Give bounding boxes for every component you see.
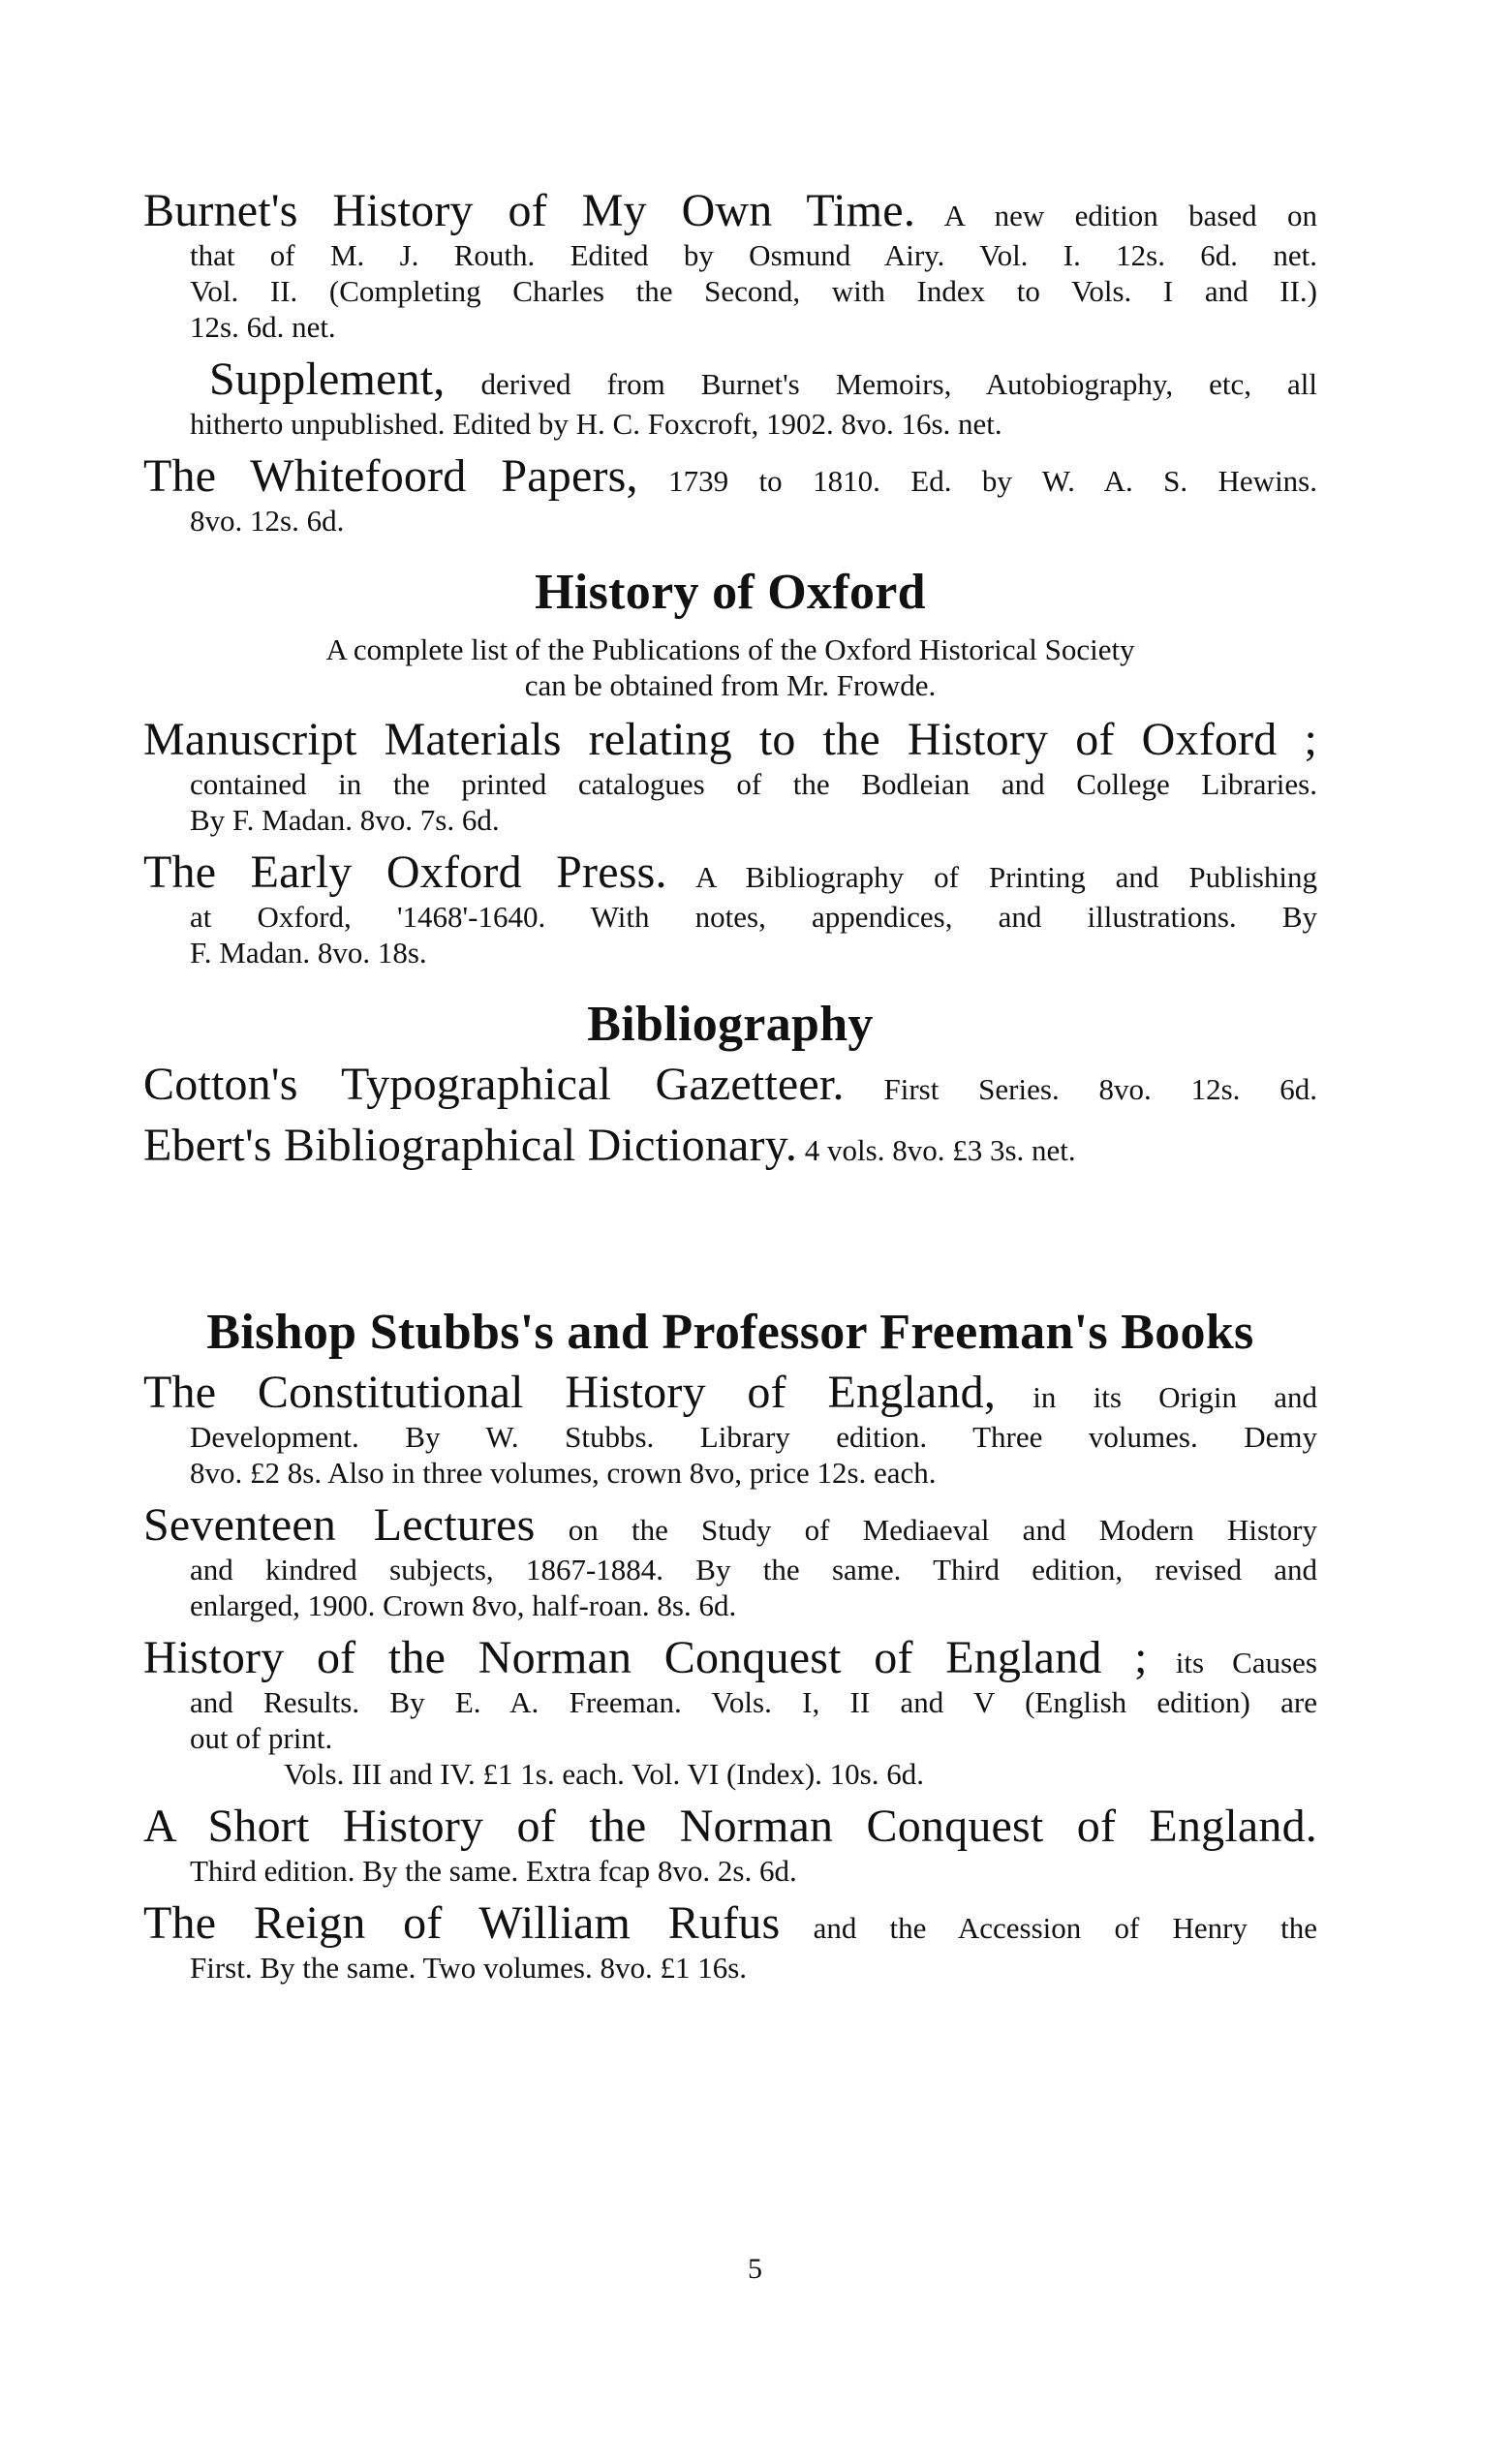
- entry-title: Supplement,: [209, 354, 446, 405]
- entry-title-line: [143, 1897, 1317, 1950]
- entry-line: and kindred subjects, 1867-1884. By the same. Third edition, revised and: [190, 1553, 1317, 1586]
- entry-title: Manuscript Materials relating to the History of Oxford ;: [143, 714, 1317, 765]
- entry-supplement: [143, 354, 1317, 442]
- entry-cotton-gazetteer: [143, 1059, 1318, 1111]
- entry-title-line: [143, 1367, 1318, 1419]
- entry-title: Cotton's Typographical Gazetteer.: [143, 1059, 845, 1110]
- entry-title-line: [143, 1632, 1317, 1684]
- entry-title-rest: A Bibliography of Printing and Publishing: [694, 860, 1318, 894]
- entry-line: 12s. 6d. net.: [190, 310, 336, 344]
- entry-line: that of M. J. Routh. Edited by Osmund Airy. Vol. I. 12s. 6d. net.: [190, 238, 1317, 272]
- entry-title-rest: in its Origin and: [1032, 1380, 1318, 1414]
- entry-line: hitherto unpublished. Edited by H. C. Foxcroft, 1902. 8vo. 16s. net.: [190, 407, 1002, 441]
- section-note-line: can be obtained from Mr. Frowde.: [524, 668, 937, 702]
- entry-title-rest: A new edition based on: [943, 199, 1317, 232]
- entry-line: contained in the printed catalogues of the Bodleian and College Libraries.: [190, 767, 1317, 801]
- entry-title-line: [143, 450, 1318, 503]
- entry-title-rest: 1739 to 1810. Ed. by W. A. S. Hewins.: [668, 464, 1318, 498]
- entry-title-line: [143, 1801, 1317, 1853]
- entry-title-rest: on the Study of Mediaeval and Modern History: [568, 1513, 1318, 1547]
- entry-title-line: [143, 1499, 1318, 1552]
- page-number: 5: [748, 2253, 762, 2285]
- entry-title: A Short History of the Norman Conquest of England.: [143, 1801, 1317, 1852]
- entry-ebert-dictionary: [143, 1120, 1317, 1172]
- entry-line: and Results. By E. A. Freeman. Vols. I, II and V (English edition) are: [190, 1685, 1317, 1719]
- entry-manuscript-materials: [143, 714, 1317, 838]
- entry-line: By F. Madan. 8vo. 7s. 6d.: [190, 803, 500, 837]
- entry-title-rest: and the Accession of Henry the: [813, 1911, 1317, 1945]
- section-heading-bibliography: Bibliography: [587, 997, 874, 1052]
- entry-line: First. By the same. Two volumes. 8vo. £1 16s.: [190, 1951, 748, 1985]
- entry-title: Ebert's Bibliographical Dictionary.: [143, 1120, 798, 1171]
- entry-title-line: [143, 354, 1317, 406]
- entry-whitefoord-papers: [143, 450, 1318, 539]
- entry-title-line: [143, 1059, 1318, 1111]
- entry-line: Vols. III and IV. £1 1s. each. Vol. VI (Index). 10s. 6d.: [284, 1757, 924, 1791]
- entry-seventeen-lectures: [143, 1499, 1318, 1623]
- entry-line: F. Madan. 8vo. 18s.: [190, 936, 427, 970]
- entry-line: Development. By W. Stubbs. Library edition. Three volumes. Demy: [190, 1420, 1317, 1454]
- section-heading-oxford: History of Oxford: [535, 565, 926, 620]
- entry-title: The Constitutional History of England,: [143, 1367, 997, 1418]
- entry-title: Seventeen Lectures: [143, 1499, 536, 1551]
- entry-early-oxford-press: [143, 847, 1318, 970]
- entry-william-rufus: [143, 1897, 1317, 1986]
- entry-title: The Whitefoord Papers,: [143, 450, 638, 502]
- entry-title-rest: derived from Burnet's Memoirs, Autobiography, etc, all: [480, 367, 1317, 401]
- entry-short-history-norman-conquest: [143, 1801, 1317, 1889]
- entry-constitutional-history: [143, 1367, 1318, 1491]
- entry-line: enlarged, 1900. Crown 8vo, half-roan. 8s. 6d.: [190, 1588, 737, 1622]
- entry-norman-conquest: [143, 1632, 1317, 1792]
- entry-title-rest: its Causes: [1175, 1646, 1317, 1679]
- entry-title-rest: 4 vols. 8vo. £3 3s. net.: [804, 1133, 1076, 1167]
- entry-line: 8vo. £2 8s. Also in three volumes, crown 8vo, price 12s. each.: [190, 1456, 937, 1490]
- entry-title-line: [143, 185, 1317, 237]
- entry-title: Burnet's History of My Own Time.: [143, 185, 916, 236]
- section-note-line: A complete list of the Publications of the Oxford Historical Society: [325, 632, 1135, 666]
- entry-title-line: [143, 847, 1318, 899]
- entry-title: History of the Norman Conquest of England ;: [143, 1632, 1148, 1683]
- entry-line: at Oxford, '1468'-1640. With notes, appendices, and illustrations. By: [190, 900, 1317, 934]
- entry-line: out of print.: [190, 1721, 333, 1755]
- page-content: [143, 185, 1318, 1999]
- entry-title: The Early Oxford Press.: [143, 847, 667, 898]
- entry-title-line: [143, 714, 1317, 766]
- entry-line: 8vo. 12s. 6d.: [190, 504, 345, 538]
- entry-line: Vol. II. (Completing Charles the Second, with Index to Vols. I and II.): [190, 274, 1317, 308]
- entry-line: Third edition. By the same. Extra fcap 8vo. 2s. 6d.: [190, 1854, 797, 1888]
- entry-title-line: [143, 1120, 1317, 1172]
- entry-title-rest: First Series. 8vo. 12s. 6d.: [883, 1072, 1318, 1106]
- entry-title: The Reign of William Rufus: [143, 1897, 781, 1949]
- section-spacer: [143, 1186, 1317, 1278]
- entry-burnet-history: [143, 185, 1317, 345]
- section-heading-stubbs-freeman: Bishop Stubbs's and Professor Freeman's Books: [206, 1305, 1254, 1360]
